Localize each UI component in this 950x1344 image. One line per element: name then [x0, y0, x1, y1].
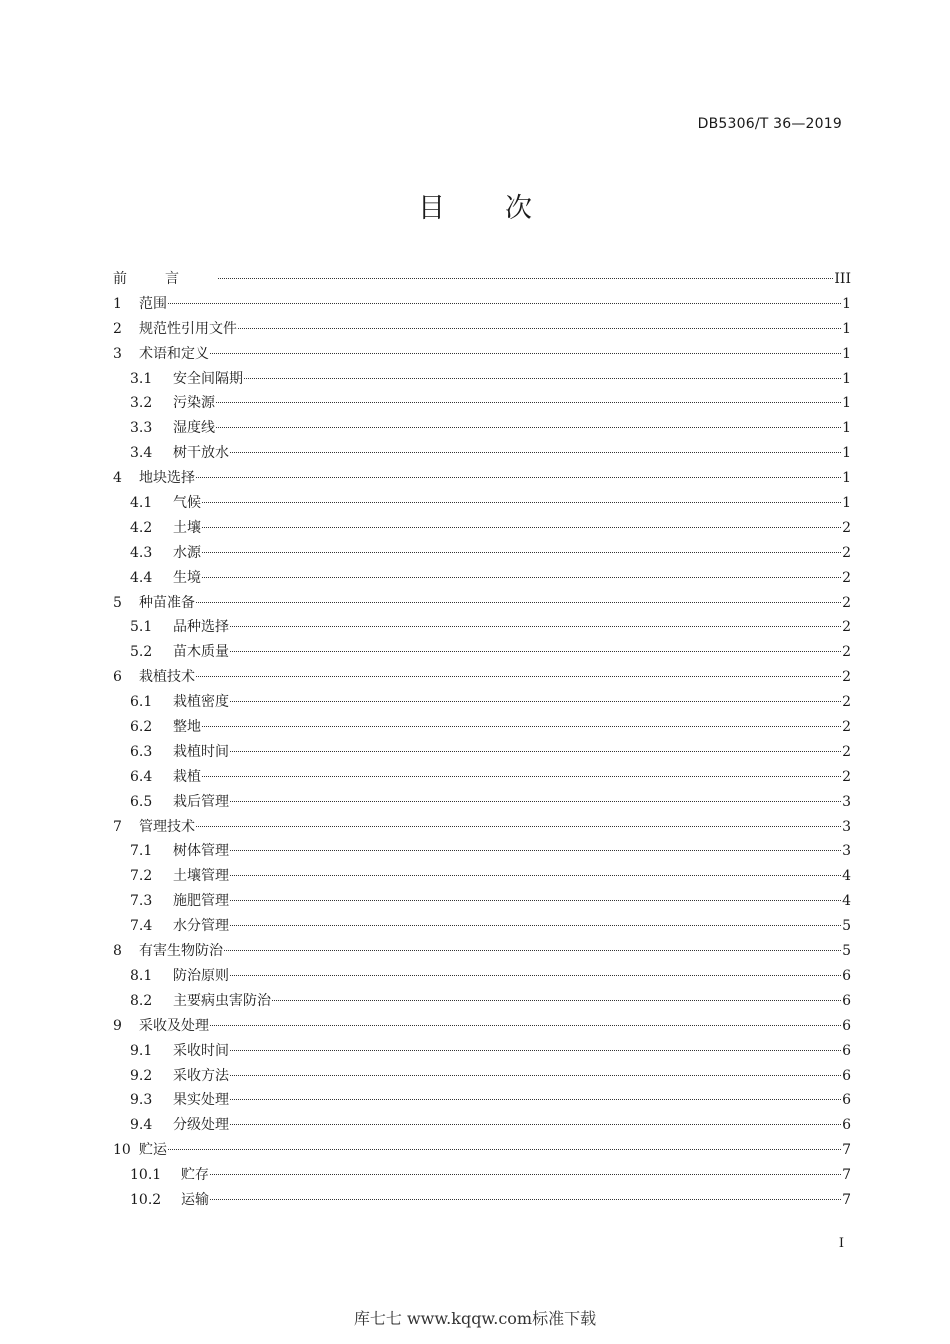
- toc-entry-number: 9.2: [130, 1067, 153, 1084]
- dot-leader: [216, 402, 841, 403]
- toc-entry-label: 土壤管理: [173, 868, 229, 885]
- toc-entry-label: 运输: [181, 1191, 209, 1208]
- page-number: I: [838, 1236, 844, 1251]
- toc-entry-page: III: [834, 271, 851, 287]
- toc-entry-number: 3.1: [130, 370, 153, 387]
- toc-entry-label: 规范性引用文件: [139, 320, 237, 337]
- toc-entry[interactable]: [113, 765, 851, 790]
- toc-entry-page: 1: [842, 320, 851, 337]
- toc-entry-page: 6: [842, 1117, 851, 1134]
- toc-entry-label: 术语和定义: [139, 345, 209, 362]
- toc-entry-number: 7.2: [130, 868, 153, 885]
- toc-entry-label: 污染源: [173, 395, 215, 412]
- dot-leader: [168, 1149, 841, 1150]
- toc-entry-page: 4: [842, 868, 851, 885]
- dot-leader: [230, 452, 841, 453]
- toc-entry[interactable]: [113, 416, 851, 441]
- toc-entry-number: 5: [113, 594, 122, 611]
- toc-entry-label: 品种选择: [173, 619, 229, 636]
- toc-entry[interactable]: [113, 864, 851, 889]
- dot-leader: [196, 826, 841, 827]
- toc-entry[interactable]: [113, 914, 851, 939]
- toc-entry-page: 2: [842, 669, 851, 686]
- toc-entry-page: 1: [842, 420, 851, 437]
- toc-entry-number: 9.1: [130, 1042, 153, 1059]
- toc-entry-page: 6: [842, 992, 851, 1009]
- page-title: 目次: [418, 193, 592, 224]
- toc-entry-number: 7: [113, 818, 122, 835]
- toc-entry-label: 苗木质量: [173, 644, 229, 661]
- toc-entry[interactable]: [113, 391, 851, 416]
- dot-leader: [202, 527, 841, 528]
- toc-entry-number: 10: [113, 1142, 131, 1159]
- toc-entry-number: 10.1: [130, 1167, 162, 1184]
- toc-entry-label: 分级处理: [173, 1117, 229, 1134]
- toc-entry-page: 2: [842, 694, 851, 711]
- toc-entry-label: 主要病虫害防治: [173, 992, 271, 1009]
- toc-entry-number: 7.3: [130, 893, 153, 910]
- toc-entry-label: 范围: [139, 295, 167, 312]
- toc-entry-number: 1: [113, 295, 122, 312]
- toc-entry[interactable]: [113, 267, 851, 292]
- toc-entry-page: 2: [842, 519, 851, 536]
- toc-entry-number: 3.4: [130, 445, 153, 462]
- toc-entry-label: 水分管理: [173, 918, 229, 935]
- dot-leader: [202, 577, 841, 578]
- toc-entry-number: 6: [113, 669, 122, 686]
- dot-leader: [210, 353, 841, 354]
- dot-leader: [230, 701, 841, 702]
- dot-leader: [224, 950, 841, 951]
- toc-entry-label: 树体管理: [173, 843, 229, 860]
- toc-entry[interactable]: [113, 516, 851, 541]
- toc-entry[interactable]: [113, 690, 851, 715]
- toc-entry-number: 10.2: [130, 1191, 162, 1208]
- toc-entry-number: 4.4: [130, 569, 153, 586]
- toc-entry-label: 土壤: [173, 519, 201, 536]
- dot-leader: [230, 801, 841, 802]
- toc-entry[interactable]: [113, 1064, 851, 1089]
- toc-entry-number: 9.3: [130, 1092, 153, 1109]
- toc-entry-number: 3.3: [130, 420, 153, 437]
- toc-entry-page: 6: [842, 1067, 851, 1084]
- toc-entry-label: 水源: [173, 544, 201, 561]
- toc-entry-page: 1: [842, 345, 851, 362]
- toc-entry-number: 8.2: [130, 992, 153, 1009]
- toc-entry[interactable]: [113, 790, 851, 815]
- toc-entry[interactable]: [113, 889, 851, 914]
- dot-leader: [230, 1050, 841, 1051]
- dot-leader: [230, 651, 841, 652]
- dot-leader: [230, 1075, 841, 1076]
- toc-entry-number: 3.2: [130, 395, 153, 412]
- toc-entry[interactable]: [113, 939, 851, 964]
- toc-entry-page: 3: [842, 793, 851, 810]
- toc-entry-number: 7.4: [130, 918, 153, 935]
- toc-entry-page: 1: [842, 495, 851, 512]
- dot-leader: [230, 925, 841, 926]
- watermark: 库七七 www.kqqw.com标准下载: [353, 1309, 597, 1328]
- toc-entry[interactable]: [113, 491, 851, 516]
- toc-entry-page: 6: [842, 1017, 851, 1034]
- dot-leader: [238, 328, 841, 329]
- toc-entry[interactable]: [113, 715, 851, 740]
- dot-leader: [230, 975, 841, 976]
- toc-entry[interactable]: [113, 566, 851, 591]
- toc-entry-page: 6: [842, 1092, 851, 1109]
- dot-leader: [272, 1000, 841, 1001]
- toc-entry-label: 栽植: [173, 768, 201, 785]
- toc-entry[interactable]: [113, 1113, 851, 1138]
- toc-entry-number: 4.3: [130, 544, 153, 561]
- dot-leader: [230, 1099, 841, 1100]
- toc-entry-page: 7: [842, 1167, 851, 1184]
- toc-entry-label: 种苗准备: [139, 594, 195, 611]
- toc-entry-page: 7: [842, 1142, 851, 1159]
- toc-entry[interactable]: [113, 541, 851, 566]
- toc-entry-page: 6: [842, 1042, 851, 1059]
- toc-entry-number: 6.2: [130, 719, 153, 736]
- dot-leader: [196, 477, 841, 478]
- toc-entry[interactable]: [113, 441, 851, 466]
- dot-leader: [216, 427, 841, 428]
- toc-entry-page: 2: [842, 594, 851, 611]
- toc-entry-page: 3: [842, 818, 851, 835]
- toc-entry[interactable]: [113, 591, 851, 616]
- toc-entry-label: 贮运: [139, 1142, 167, 1159]
- dot-leader: [230, 626, 841, 627]
- toc-entry-label: 前言: [113, 271, 217, 287]
- toc-entry-label: 整地: [173, 719, 201, 736]
- toc-entry-page: 5: [842, 943, 851, 960]
- toc-entry[interactable]: [113, 1138, 851, 1163]
- dot-leader: [202, 776, 841, 777]
- toc-entry-page: 2: [842, 569, 851, 586]
- toc-entry[interactable]: [113, 1014, 851, 1039]
- toc-entry-page: 7: [842, 1191, 851, 1208]
- toc-entry-page: 2: [842, 768, 851, 785]
- toc-entry[interactable]: [113, 292, 851, 317]
- toc-entry[interactable]: [113, 367, 851, 392]
- toc-entry[interactable]: [113, 466, 851, 491]
- toc-entry-label: 树干放水: [173, 445, 229, 462]
- toc-entry-number: 6.5: [130, 793, 153, 810]
- toc-entry-label: 地块选择: [139, 470, 195, 487]
- toc-entry-page: 1: [842, 470, 851, 487]
- document-code: DB5306/T 36—2019: [697, 116, 842, 132]
- toc-entry-label: 气候: [173, 495, 201, 512]
- toc-entry-number: 6.4: [130, 768, 153, 785]
- toc-entry-number: 4.2: [130, 519, 153, 536]
- toc-entry-page: 1: [842, 295, 851, 312]
- toc-entry-number: 9.4: [130, 1117, 153, 1134]
- toc-entry-page: 2: [842, 743, 851, 760]
- toc-entry-number: 8: [113, 943, 122, 960]
- dot-leader: [230, 850, 841, 851]
- toc-entry-label: 防治原则: [173, 967, 229, 984]
- dot-leader: [210, 1025, 841, 1026]
- dot-leader: [210, 1199, 841, 1200]
- dot-leader: [210, 1174, 841, 1175]
- toc-entry[interactable]: [113, 1163, 851, 1188]
- dot-leader: [244, 378, 841, 379]
- toc-entry-label: 湿度线: [173, 420, 215, 437]
- toc-entry-number: 6.1: [130, 694, 153, 711]
- dot-leader: [196, 602, 841, 603]
- dot-leader: [230, 751, 841, 752]
- toc-entry-page: 1: [842, 445, 851, 462]
- table-of-contents: [113, 267, 851, 1213]
- toc-entry-label: 生境: [173, 569, 201, 586]
- toc-entry-label: 栽植密度: [173, 694, 229, 711]
- toc-entry[interactable]: [113, 839, 851, 864]
- toc-entry-number: 6.3: [130, 743, 153, 760]
- toc-entry[interactable]: [113, 640, 851, 665]
- toc-entry-number: 8.1: [130, 967, 153, 984]
- toc-entry-label: 贮存: [181, 1167, 209, 1184]
- toc-entry-number: 4.1: [130, 495, 153, 512]
- toc-entry-page: 5: [842, 918, 851, 935]
- toc-entry-label: 果实处理: [173, 1092, 229, 1109]
- toc-entry-label: 管理技术: [139, 818, 195, 835]
- toc-entry-number: 7.1: [130, 843, 153, 860]
- toc-entry-page: 1: [842, 370, 851, 387]
- toc-entry[interactable]: [113, 665, 851, 690]
- toc-entry[interactable]: [113, 815, 851, 840]
- toc-entry-label: 有害生物防治: [139, 943, 223, 960]
- toc-entry-page: 1: [842, 395, 851, 412]
- toc-entry-label: 栽植技术: [139, 669, 195, 686]
- toc-entry[interactable]: [113, 964, 851, 989]
- dot-leader: [202, 726, 841, 727]
- dot-leader: [196, 676, 841, 677]
- toc-entry-number: 3: [113, 345, 122, 362]
- toc-entry[interactable]: [113, 615, 851, 640]
- toc-entry-page: 3: [842, 843, 851, 860]
- toc-entry-label: 采收及处理: [139, 1017, 209, 1034]
- toc-entry-page: 4: [842, 893, 851, 910]
- toc-entry-page: 2: [842, 619, 851, 636]
- toc-entry-number: 9: [113, 1017, 122, 1034]
- toc-entry-label: 安全间隔期: [173, 370, 243, 387]
- toc-entry-number: 5.2: [130, 644, 153, 661]
- toc-entry[interactable]: [113, 317, 851, 342]
- toc-entry[interactable]: [113, 989, 851, 1014]
- toc-entry-number: 4: [113, 470, 122, 487]
- toc-entry[interactable]: [113, 1088, 851, 1113]
- toc-entry-label: 栽后管理: [173, 793, 229, 810]
- toc-entry-page: 6: [842, 967, 851, 984]
- toc-entry-label: 施肥管理: [173, 893, 229, 910]
- toc-entry-page: 2: [842, 719, 851, 736]
- toc-entry[interactable]: [113, 1039, 851, 1064]
- toc-entry-number: 2: [113, 320, 122, 337]
- toc-entry[interactable]: [113, 1188, 851, 1213]
- toc-entry-label: 采收方法: [173, 1067, 229, 1084]
- dot-leader: [218, 278, 833, 279]
- toc-entry-page: 2: [842, 544, 851, 561]
- toc-entry-page: 2: [842, 644, 851, 661]
- toc-entry-label: 采收时间: [173, 1042, 229, 1059]
- dot-leader: [230, 875, 841, 876]
- toc-entry[interactable]: [113, 342, 851, 367]
- toc-entry-number: 5.1: [130, 619, 153, 636]
- toc-entry[interactable]: [113, 740, 851, 765]
- dot-leader: [230, 1124, 841, 1125]
- dot-leader: [202, 552, 841, 553]
- dot-leader: [202, 502, 841, 503]
- dot-leader: [168, 303, 841, 304]
- toc-entry-label: 栽植时间: [173, 743, 229, 760]
- dot-leader: [230, 900, 841, 901]
